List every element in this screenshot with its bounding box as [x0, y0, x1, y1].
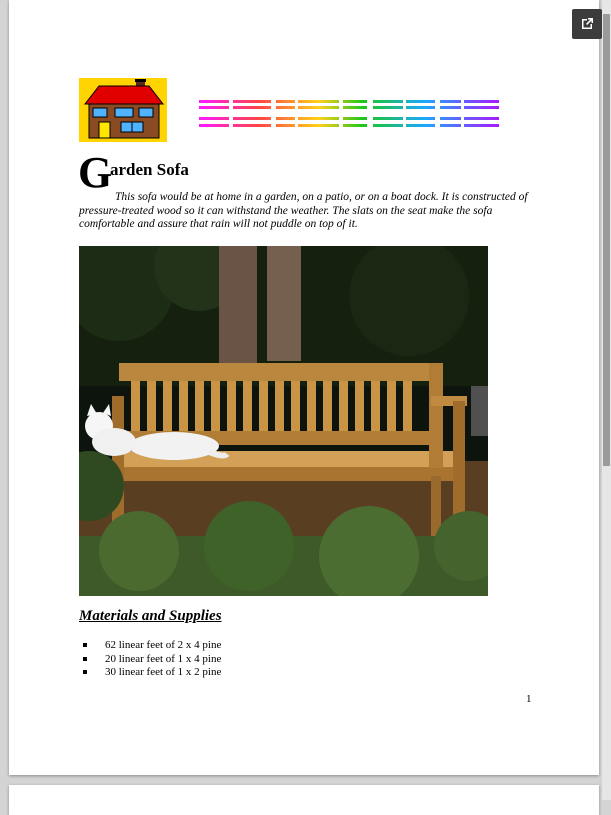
scrollbar-thumb[interactable]	[603, 14, 610, 466]
document-page-1	[9, 0, 599, 775]
rainbow-wordart-decoration	[199, 98, 499, 132]
document-page-2	[9, 785, 599, 815]
open-in-new-window-button[interactable]	[572, 9, 602, 39]
title-drop-cap: G	[78, 148, 113, 197]
garden-sofa-photo	[79, 246, 488, 596]
page-number: 1	[526, 693, 532, 705]
intro-paragraph: This sofa would be at home in a garden, on a patio, or on a boat dock. It is constructed of pressure-treated wood so it can withstand the weather. The slats on the seat make the sofa comfortable and assure that rain will not puddle on top of it.	[79, 191, 528, 230]
materials-heading: Materials and Supplies	[79, 608, 222, 624]
open-in-new-window-icon	[579, 16, 595, 32]
materials-list	[79, 639, 221, 680]
list-item: 62 linear feet of 2 x 4 pine	[79, 639, 221, 653]
list-item: 30 linear feet of 1 x 2 pine	[79, 666, 221, 680]
page-title: arden Sofa	[110, 160, 189, 179]
house-logo-icon	[79, 78, 167, 142]
vertical-scrollbar[interactable]	[602, 0, 611, 800]
list-item: 20 linear feet of 1 x 4 pine	[79, 653, 221, 667]
